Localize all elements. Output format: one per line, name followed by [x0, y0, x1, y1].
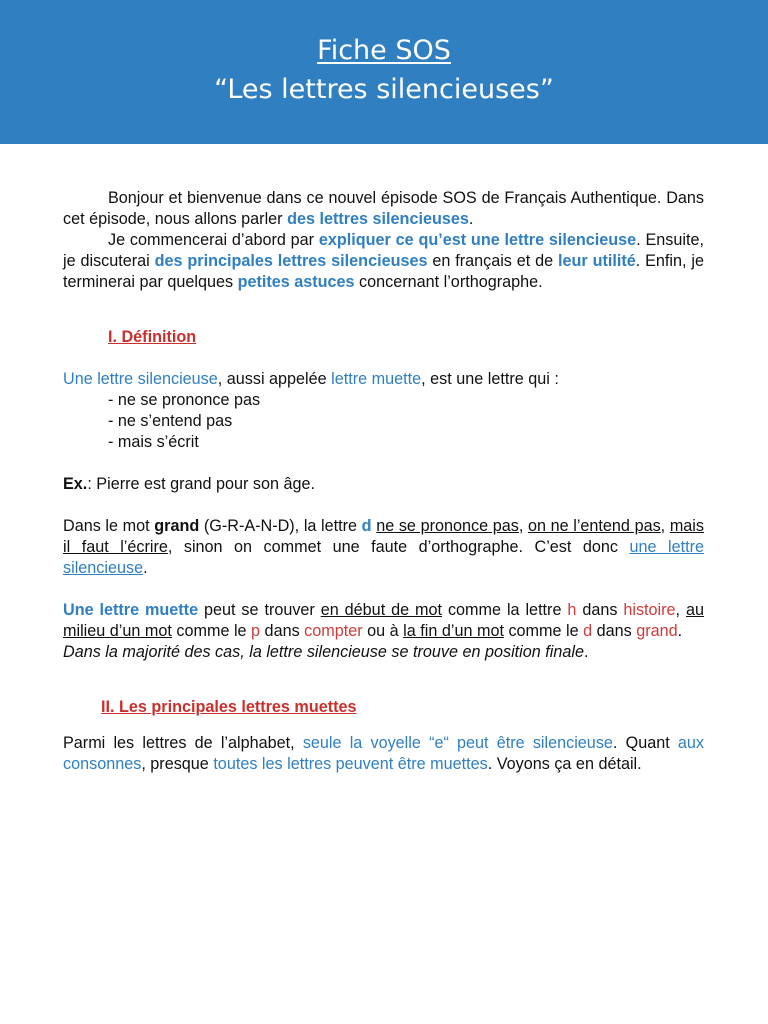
- position-paragraph: [63, 600, 704, 642]
- text-run: Parmi les lettres de l’alphabet,: [63, 734, 303, 752]
- highlight-expliquer: expliquer ce qu’est une lettre silencieuse: [318, 231, 637, 249]
- text-run: .: [468, 210, 474, 228]
- page-header: [0, 0, 768, 144]
- text-run: d: [361, 517, 372, 535]
- text-run: . Ensuite, je discuterai: [63, 231, 704, 270]
- text-run: . Quant: [612, 734, 678, 752]
- text-run: on ne l’entend pas: [527, 517, 661, 535]
- intro-paragraph-2: [63, 230, 704, 293]
- highlight-lettres-silencieuses: des lettres silencieuses: [287, 210, 469, 228]
- page-title: Fiche SOS: [317, 35, 451, 66]
- section-2-heading-row: [63, 697, 704, 718]
- text-run: au milieu d’un mot: [63, 601, 704, 640]
- text-run: en français et de: [427, 252, 559, 270]
- text-run: Dans le mot: [63, 517, 155, 535]
- text-run: dans: [592, 622, 637, 640]
- section-1-heading-row: [63, 327, 704, 348]
- example-line: [63, 474, 704, 495]
- text-run: histoire: [623, 601, 676, 619]
- text-run: ou à: [362, 622, 404, 640]
- text-run: concernant l’orthographe.: [354, 273, 543, 291]
- italic-note: [63, 642, 704, 663]
- text-run: . Voyons ça en détail.: [487, 755, 642, 773]
- text-run: ,: [660, 517, 670, 535]
- text-run: d: [583, 622, 593, 640]
- text-run: Une lettre silencieuse: [63, 370, 218, 388]
- text-run: . Enfin, je terminerai par quelques: [63, 252, 704, 291]
- section-1-heading: I. Définition: [108, 328, 197, 346]
- text-run: Une lettre muette: [63, 601, 199, 619]
- text-run: dans: [576, 601, 624, 619]
- example-text: : Pierre est grand pour son âge.: [87, 475, 315, 493]
- document-body: [63, 188, 704, 775]
- text-run: seule la voyelle “e“ peut être silencieuse: [302, 734, 613, 752]
- example-label: Ex.: [63, 475, 88, 493]
- definition-paragraph: [63, 369, 704, 390]
- text-run: peut se trouver: [198, 601, 321, 619]
- text-run: ne se prononce pas: [376, 517, 519, 535]
- text-run: p: [251, 622, 261, 640]
- text-run: comme le: [171, 622, 252, 640]
- italic-text: Dans la majorité des cas, la lettre silencieuse se trouve en position finale: [63, 643, 584, 661]
- list-item: - ne se prononce pas: [108, 391, 261, 409]
- text-run: , est une lettre qui :: [421, 370, 559, 388]
- text-run: aux consonnes: [63, 734, 705, 773]
- text-run: grand: [636, 622, 678, 640]
- section-2-heading: II. Les principales lettres muettes: [101, 698, 357, 716]
- text-run: comme le: [503, 622, 584, 640]
- text-run: (G-R-A-N-D), la lettre: [199, 517, 362, 535]
- intro-paragraph-1: [63, 188, 704, 230]
- list-item: - mais s’écrit: [108, 433, 199, 451]
- explanation-paragraph: [63, 516, 704, 579]
- highlight-principales: des principales lettres silencieuses: [154, 252, 428, 270]
- text-run: ,: [518, 517, 528, 535]
- consonnes-paragraph: [63, 733, 704, 775]
- text-run: Bonjour et bienvenue dans ce nouvel épisode SOS de Français Authentique. Dans cet épisode, nous allons parler: [63, 189, 704, 228]
- list-item: - ne s’entend pas: [108, 412, 233, 430]
- text-run: une lettre silencieuse: [63, 538, 704, 577]
- text-run: la fin d’un mot: [403, 622, 504, 640]
- text-run: h: [567, 601, 577, 619]
- text-run: , sinon on commet une faute d’orthographe. C’est donc: [167, 538, 630, 556]
- text-run: grand: [154, 517, 200, 535]
- text-run: .: [677, 622, 683, 640]
- text-run: comme la lettre: [442, 601, 568, 619]
- text-run: , aussi appelée: [217, 370, 332, 388]
- text-run: dans: [260, 622, 305, 640]
- page-subtitle: “Les lettres silencieuses”: [214, 74, 554, 105]
- definition-list: [63, 390, 704, 453]
- highlight-utilite: leur utilité: [558, 252, 636, 270]
- text-run: , presque: [141, 755, 214, 773]
- text-run: .: [583, 643, 589, 661]
- highlight-astuces: petites astuces: [237, 273, 355, 291]
- text-run: ,: [675, 601, 686, 619]
- text-run: mais il faut l’écrire: [63, 517, 704, 556]
- text-run: .: [143, 559, 148, 577]
- text-run: en début de mot: [320, 601, 443, 619]
- text-run: Je commencerai d’abord par: [108, 231, 319, 249]
- text-run: compter: [304, 622, 363, 640]
- text-run: lettre muette: [331, 370, 422, 388]
- text-run: toutes les lettres peuvent être muettes: [213, 755, 488, 773]
